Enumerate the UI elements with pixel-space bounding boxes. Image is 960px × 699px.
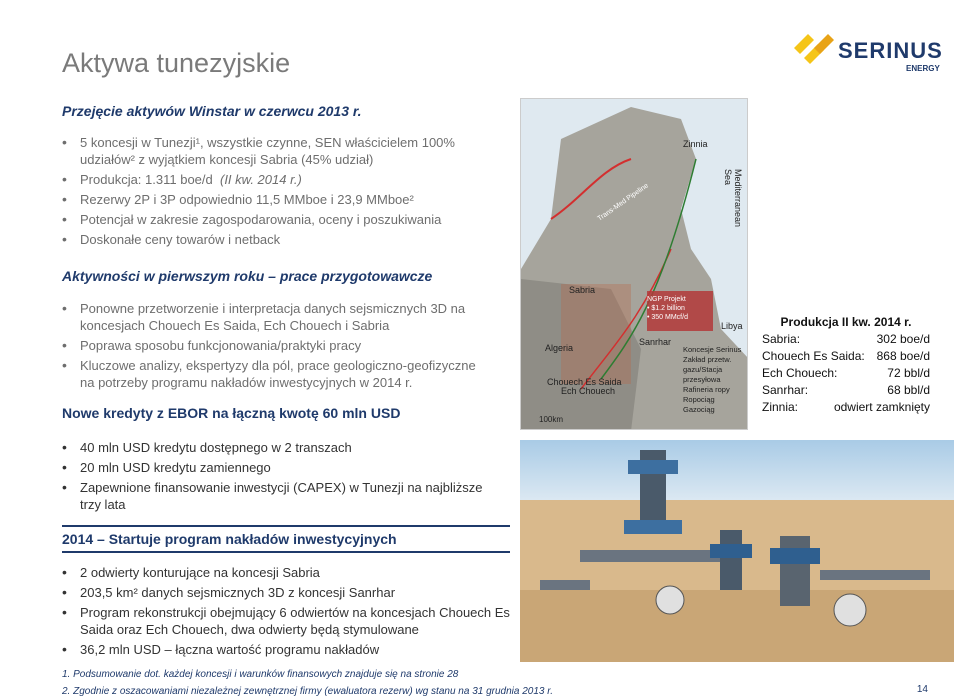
map-label-zinnia: Zinnia [683, 139, 708, 149]
logo-name: SERINUS [838, 38, 943, 63]
section1-heading: Przejęcie aktywów Winstar w czerwcu 2013 r. [62, 103, 362, 119]
list-item: • 20 mln USD kredytu zamiennego [62, 459, 502, 476]
page-title: Aktywa tunezyjskie [62, 48, 291, 78]
production-row: Sanrhar: 68 bbl/d [762, 383, 930, 397]
production-heading: Produkcja II kw. 2014 r. [780, 315, 912, 329]
map-label-pipeline: Trans-Med Pipeline [596, 182, 650, 223]
section4-list [62, 564, 512, 661]
list-item: • Zapewnione finansowanie inwestycji (CAPEX) w Tunezji na najbliższe trzy lata [62, 479, 502, 513]
serinus-logo-icon [790, 26, 838, 68]
section2-heading: Aktywności w pierwszym roku – prace przygotowawcze [62, 268, 433, 284]
section3-list [62, 439, 502, 516]
list-item: • Potencjał w zakresie zagospodarowania, oceny i poszukiwania [62, 211, 482, 228]
map-label-sanrhar: Sanrhar [639, 337, 672, 347]
footnotes [62, 666, 553, 699]
tunisia-map [520, 98, 748, 430]
section3-heading: Nowe kredyty z EBOR na łączną kwotę 60 mln USD [62, 405, 401, 421]
section1-list [62, 134, 482, 251]
list-item: • Ponowne przetworzenie i interpretacja danych sejsmicznych 3D na koncesjach Chouech Es Saida, Ech Chouech i Sabria [62, 300, 482, 334]
map-label-chouech-es-saida: Chouech Es Saida [547, 377, 622, 387]
map-label-algeria: Algeria [545, 343, 574, 353]
list-item: • 36,2 mln USD – łączna wartość programu nakładów [62, 641, 512, 658]
list-item: • Kluczowe analizy, ekspertyzy dla pól, prace geologiczno-geofizyczne na potrzeby programu nakładów inwestycyjnych w 2014 r. [62, 357, 482, 391]
list-item: • Poprawa sposobu funkcjonowania/praktyki pracy [62, 337, 482, 354]
wellhead-illustration [520, 440, 954, 662]
map-label-sabria: Sabria [569, 285, 596, 295]
section4-heading: 2014 – Startuje program nakładów inwestycyjnych [62, 531, 397, 547]
map-label-ech-chouech: Ech Chouech [561, 386, 616, 396]
production-row: Sabria: 302 boe/d [762, 332, 930, 346]
wellhead-photo [520, 440, 954, 662]
list-item: • 2 odwierty konturujące na koncesji Sabria [62, 564, 512, 581]
ngp-box: NGP Projekt • $1.2 billion • 350 MMcf/d [647, 296, 688, 321]
production-summary [762, 315, 930, 416]
section2-list [62, 300, 482, 394]
map-legend: Koncesje Serinus Zakład przetw. gazu/Stacja przesyłowa Rafineria ropy Ropociąg Gazociąg [683, 345, 742, 414]
production-row: Ech Chouech: 72 bbl/d [762, 366, 930, 380]
logo-sub: ENERGY [906, 64, 940, 73]
map-label-sea: Mediterranean Sea [723, 169, 743, 228]
section-divider [62, 551, 510, 553]
footnote: 2. Zgodnie z oszacowaniami niezależnej zewnętrznej firmy (ewaluatora rezerw) wg stanu na 31 grudnia 2013 r. [62, 686, 553, 697]
section-divider [62, 525, 510, 527]
list-item: • 40 mln USD kredytu dostępnego w 2 transzach [62, 439, 502, 456]
list-item: • Rezerwy 2P i 3P odpowiednio 11,5 MMboe i 23,9 MMboe² [62, 191, 482, 208]
production-row: Chouech Es Saida: 868 boe/d [762, 349, 930, 363]
list-item: • Produkcja: 1.311 boe/d (II kw. 2014 r.) [62, 171, 482, 188]
list-item: • 203,5 km² danych sejsmicznych 3D z koncesji Sanrhar [62, 584, 512, 601]
map-label-libya: Libya [721, 321, 743, 331]
page-number: 14 [916, 684, 928, 695]
list-item: • Program rekonstrukcji obejmujący 6 odwiertów na koncesjach Chouech Es Saida oraz Ech Chouech, dwa odwierty będą stymulowane [62, 604, 512, 638]
footnote: 1. Podsumowanie dot. każdej koncesji i warunków finansowych znajduje się na stronie 28 [62, 669, 459, 680]
list-item: • 5 koncesji w Tunezji¹, wszystkie czynne, SEN właścicielem 100% udziałów² z wyjątkiem koncesji Sabria (45% udział) [62, 134, 482, 168]
list-item: • Doskonałe ceny towarów i netback [62, 231, 482, 248]
production-row: Zinnia: odwiert zamknięty [762, 400, 930, 414]
map-scale: 100km [539, 415, 564, 424]
